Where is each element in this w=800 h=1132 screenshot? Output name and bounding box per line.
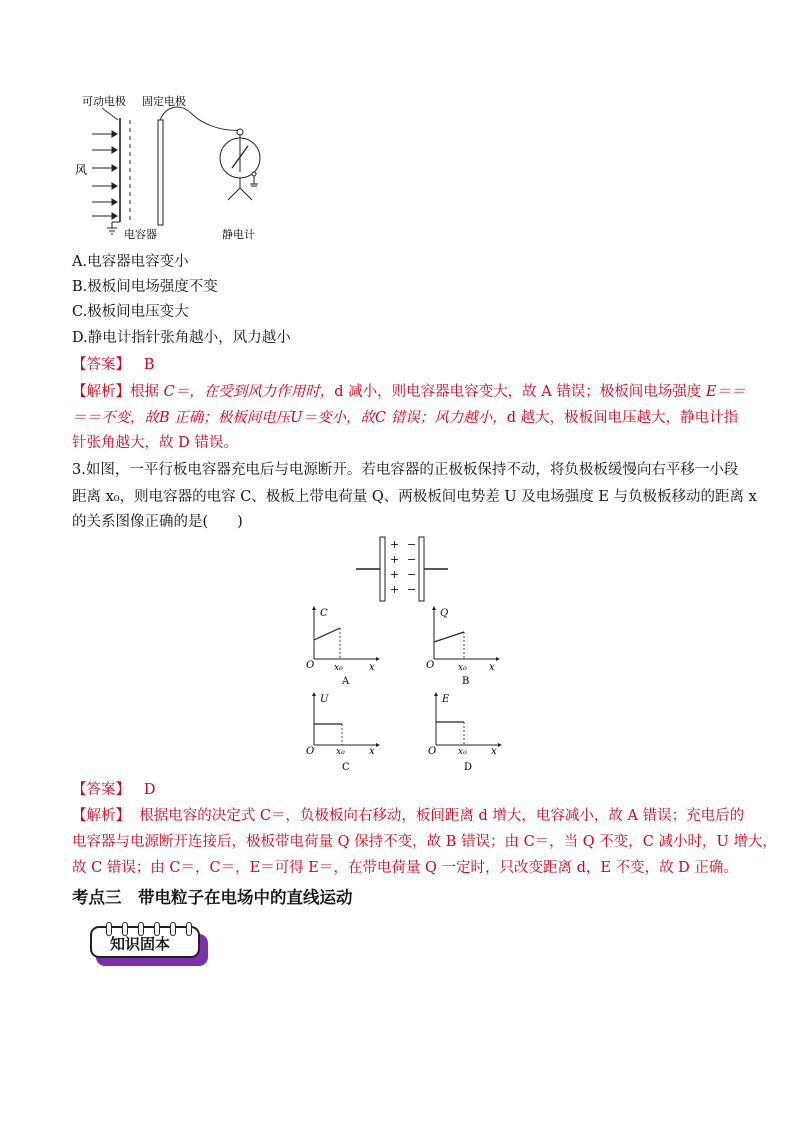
electrometer-label: 静电计	[222, 228, 255, 241]
svg-text:−: −	[407, 538, 417, 551]
svg-text:−: −	[407, 568, 417, 581]
svg-text:O: O	[426, 660, 435, 671]
option-a: A.电容器电容变小	[72, 254, 189, 270]
graph-d-caption: D	[464, 762, 473, 772]
section-heading: 考点三 带电粒子在电场中的直线运动	[72, 888, 353, 907]
svg-text:O: O	[306, 746, 315, 757]
graph-c	[300, 690, 380, 772]
svg-text:O: O	[306, 660, 315, 671]
answer-tag: 【答案】	[72, 357, 130, 373]
svg-text:x₀: x₀	[458, 663, 467, 673]
svg-text:x: x	[489, 662, 495, 673]
svg-text:O: O	[428, 746, 437, 757]
analysis-tag: 【解析】	[72, 384, 130, 400]
wind-label: 风	[75, 163, 88, 177]
q2-answer-row	[72, 355, 154, 375]
graph-a-caption: A	[342, 676, 350, 686]
wind-sensor-figure	[72, 92, 302, 242]
answer-tag: 【答案】	[72, 782, 130, 798]
answer-value: D	[143, 782, 156, 798]
movable-electrode-label: 可动电极	[82, 95, 126, 108]
graph-a	[300, 604, 380, 686]
svg-text:x₀: x₀	[334, 663, 343, 673]
graph-a-curve	[314, 628, 340, 640]
graph-c-caption: C	[342, 762, 350, 772]
electrometer-icon	[220, 129, 260, 200]
q3-stem-line-1: 3.如图，一平行板电容器充电后与电源断开。若电容器的正极板保持不动，将负极板缓慢向右平移一小段	[72, 462, 739, 478]
option-b: B.极板间电场强度不变	[72, 279, 218, 295]
graph-d	[422, 690, 502, 772]
q3-analysis-line-1: 【解析】 根据电容的决定式 C＝，负极板向右移动，板间距离 d 增大，电容减小，故 A 错误；充电后的	[72, 808, 745, 824]
graph-b-curve	[434, 632, 464, 642]
q3-stem-line-2: 距离 x₀，则电容器的电容 C、极板上带电荷量 Q、两极板间电势差 U 及电场强度 E 与负极板移动的距离 x	[72, 489, 757, 505]
analysis-tag: 【解析】	[72, 808, 130, 824]
q3-analysis-line-3: 故 C 错误；由 C＝，C＝，E＝可得 E＝，在带电荷量 Q 一定时，只改变距离 d，E 不变，故 D 正确。	[72, 860, 738, 876]
svg-text:−: −	[407, 583, 417, 596]
q2-analysis-line-3: 针张角越大，故 D 错误。	[72, 435, 238, 451]
svg-text:+: +	[390, 568, 400, 581]
graph-b	[420, 604, 500, 686]
svg-text:Q: Q	[440, 608, 449, 619]
svg-text:E: E	[442, 694, 450, 705]
svg-text:x: x	[369, 662, 375, 673]
q2-analysis-line-1: 【解析】根据 C＝，在受到风力作用时，d 减小，则电容器电容变大，故 A 错误；极板间电场强度 E＝＝	[72, 384, 746, 400]
svg-text:U: U	[320, 694, 329, 705]
svg-text:x₀: x₀	[458, 747, 467, 757]
q2-analysis-line-2: ＝＝不变，故B 正确；极板间电压U＝变小，故C 错误；风力越小，d 越大，极板间电压越大，静电计指	[72, 410, 739, 426]
graph-b-caption: B	[462, 676, 470, 686]
q3-answer-row	[72, 780, 155, 800]
svg-text:−: −	[407, 553, 417, 566]
knowledge-badge	[90, 926, 210, 968]
parallel-plate-figure	[352, 534, 452, 604]
positive-plate	[380, 537, 385, 601]
answer-value: B	[143, 357, 155, 373]
svg-text:x: x	[491, 746, 497, 757]
svg-text:x₀: x₀	[336, 747, 345, 757]
capacitor-label: 电容器	[124, 228, 157, 241]
q3-analysis-line-2: 电容器与电源断开连接后，极板带电荷量 Q 保持不变，故 B 错误；由 C＝，当 Q 不变，C 减小时，U 增大，	[72, 834, 777, 850]
option-c: C.极板间电压变大	[72, 304, 189, 320]
ground-icon	[107, 222, 120, 234]
svg-text:C: C	[320, 608, 328, 619]
q3-stem-line-3: 的关系图像正确的是( )	[72, 514, 243, 530]
fixed-electrode-label: 固定电极	[142, 95, 186, 108]
svg-text:+: +	[390, 553, 400, 566]
badge-label: 知识固本	[110, 935, 171, 953]
option-d: D.静电计指针张角越小，风力越小	[72, 330, 291, 346]
svg-text:+: +	[390, 538, 400, 551]
svg-text:+: +	[390, 583, 400, 596]
fixed-plate	[158, 120, 163, 225]
wind-arrows	[92, 131, 117, 219]
negative-plate	[419, 537, 424, 601]
svg-text:x: x	[369, 746, 375, 757]
